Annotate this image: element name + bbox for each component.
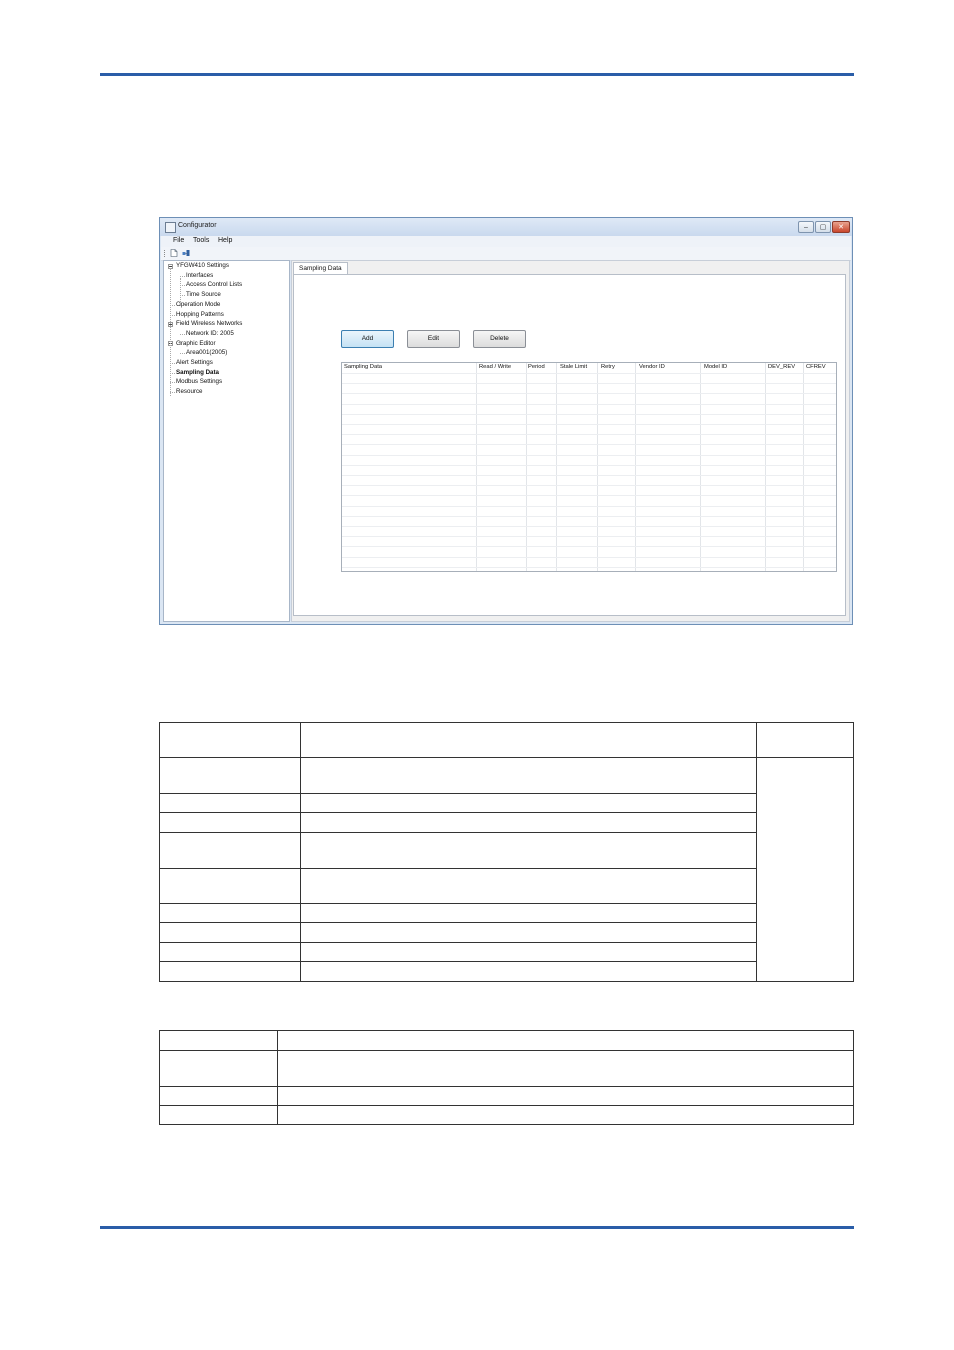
grid-header-cfrev[interactable]: CFREV	[806, 364, 826, 370]
app-icon	[165, 222, 176, 233]
maximize-button[interactable]	[815, 221, 831, 233]
table-row[interactable]	[342, 383, 836, 384]
content-area	[291, 260, 850, 622]
table-row[interactable]	[342, 404, 836, 405]
tree-item[interactable]: Resource	[176, 388, 203, 396]
window-title: Configurator	[178, 222, 217, 229]
menu-file[interactable]: File	[173, 237, 185, 244]
table-cell	[160, 869, 301, 904]
table-row[interactable]	[342, 424, 836, 425]
table-cell	[277, 1051, 853, 1087]
table-row[interactable]	[342, 495, 836, 496]
menu-help[interactable]: Help	[218, 237, 233, 244]
table-row[interactable]	[342, 557, 836, 558]
grid-header-sampling-data[interactable]: Sampling Data	[344, 364, 383, 370]
table-cell	[160, 943, 301, 962]
table-cell	[757, 758, 854, 982]
configurator-window	[159, 217, 853, 625]
table-cell	[300, 943, 756, 962]
tree-connector	[170, 268, 171, 396]
table-cell	[160, 1031, 278, 1051]
table-row[interactable]	[342, 475, 836, 476]
table-cell	[300, 923, 756, 943]
table-cell	[277, 1106, 853, 1125]
new-document-icon[interactable]	[170, 249, 178, 257]
grid-header-read-write[interactable]: Read / Write	[479, 364, 512, 370]
table-cell	[160, 794, 301, 813]
table-cell	[300, 962, 756, 982]
close-button[interactable]	[832, 221, 850, 233]
title-bar	[160, 218, 852, 236]
table-cell	[160, 833, 301, 869]
table-cell	[160, 923, 301, 943]
table-cell	[300, 813, 756, 833]
footer-rule	[100, 1226, 854, 1229]
tree-connector	[180, 276, 185, 277]
grid-header-vendor-id[interactable]: Vendor ID	[639, 364, 665, 370]
table-row[interactable]	[342, 506, 836, 507]
table-row[interactable]	[342, 455, 836, 456]
parameter-table	[159, 722, 854, 982]
tree-item[interactable]: Interfaces	[186, 271, 214, 279]
edit-button[interactable]: Edit	[407, 330, 460, 348]
table-cell	[160, 1106, 278, 1125]
table-row[interactable]	[342, 373, 836, 374]
toolbar-grip[interactable]	[164, 250, 166, 257]
menu-bar	[161, 236, 851, 247]
table-cell	[300, 904, 756, 923]
button-table	[159, 1030, 854, 1125]
table-row[interactable]	[342, 526, 836, 527]
toolbar	[161, 247, 851, 261]
table-cell	[160, 1051, 278, 1087]
tree-item[interactable]: Alert Settings	[176, 359, 213, 366]
grid-header-stale-limit[interactable]: Stale Limit	[560, 364, 588, 370]
grid-header-model-id[interactable]: Model ID	[704, 364, 728, 370]
table-cell	[160, 758, 301, 794]
minimize-icon: –	[804, 224, 808, 231]
minimize-button[interactable]	[798, 221, 814, 233]
maximize-icon: ▢	[819, 224, 827, 231]
tree-item[interactable]: Area001(2005)	[186, 349, 228, 357]
table-cell	[160, 904, 301, 923]
table-cell	[160, 723, 301, 758]
tree-item[interactable]: Network ID: 2005	[186, 329, 234, 337]
table-row[interactable]	[342, 567, 836, 568]
table-row[interactable]	[342, 485, 836, 486]
connect-icon[interactable]	[182, 249, 190, 257]
sampling-data-panel	[293, 274, 846, 616]
table-row[interactable]	[342, 536, 836, 537]
table-cell	[160, 813, 301, 833]
table-cell	[160, 962, 301, 982]
tree-connector	[180, 278, 181, 306]
tree-item[interactable]: Time Source	[186, 291, 221, 299]
header-rule	[100, 73, 854, 76]
close-icon: ✕	[838, 224, 844, 231]
table-cell	[757, 723, 854, 758]
table-cell	[300, 758, 756, 794]
table-cell	[160, 1087, 278, 1106]
tree-connector	[180, 353, 185, 354]
table-cell	[300, 833, 756, 869]
tree-item[interactable]: Hopping Patterns	[176, 310, 224, 318]
menu-tools[interactable]: Tools	[193, 237, 210, 244]
tree-item[interactable]: Modbus Settings	[176, 378, 223, 386]
table-row[interactable]	[342, 393, 836, 394]
tab-sampling-data[interactable]: Sampling Data	[293, 262, 348, 275]
table-cell	[277, 1031, 853, 1051]
grid-header-dev-rev[interactable]: DEV_REV	[768, 364, 796, 370]
table-cell	[300, 869, 756, 904]
tree-item[interactable]: Field Wireless Networks	[176, 320, 243, 328]
tree-item[interactable]: Access Control Lists	[186, 281, 243, 289]
tree-item[interactable]: YFGW410 Settings	[176, 262, 229, 269]
sampling-data-grid[interactable]	[341, 362, 837, 572]
grid-header-period[interactable]: Period	[528, 364, 545, 370]
delete-button[interactable]: Delete	[473, 330, 526, 348]
table-row[interactable]	[342, 434, 836, 435]
add-button[interactable]: Add	[341, 330, 394, 348]
tree-connector	[180, 334, 185, 335]
grid-header-retry[interactable]: Retry	[601, 364, 615, 370]
table-row[interactable]	[342, 444, 836, 445]
table-cell	[277, 1087, 853, 1106]
tree-connector	[180, 341, 181, 345]
table-row[interactable]	[342, 465, 836, 466]
table-cell	[300, 794, 756, 813]
table-row[interactable]	[342, 546, 836, 547]
navigation-tree	[163, 260, 290, 622]
tree-item[interactable]: Operation Mode	[176, 300, 221, 308]
table-cell	[300, 723, 756, 758]
table-row[interactable]	[342, 414, 836, 415]
tree-item[interactable]: Sampling Data	[176, 368, 219, 376]
tree-item[interactable]: Graphic Editor	[176, 339, 216, 347]
table-row[interactable]	[342, 516, 836, 517]
